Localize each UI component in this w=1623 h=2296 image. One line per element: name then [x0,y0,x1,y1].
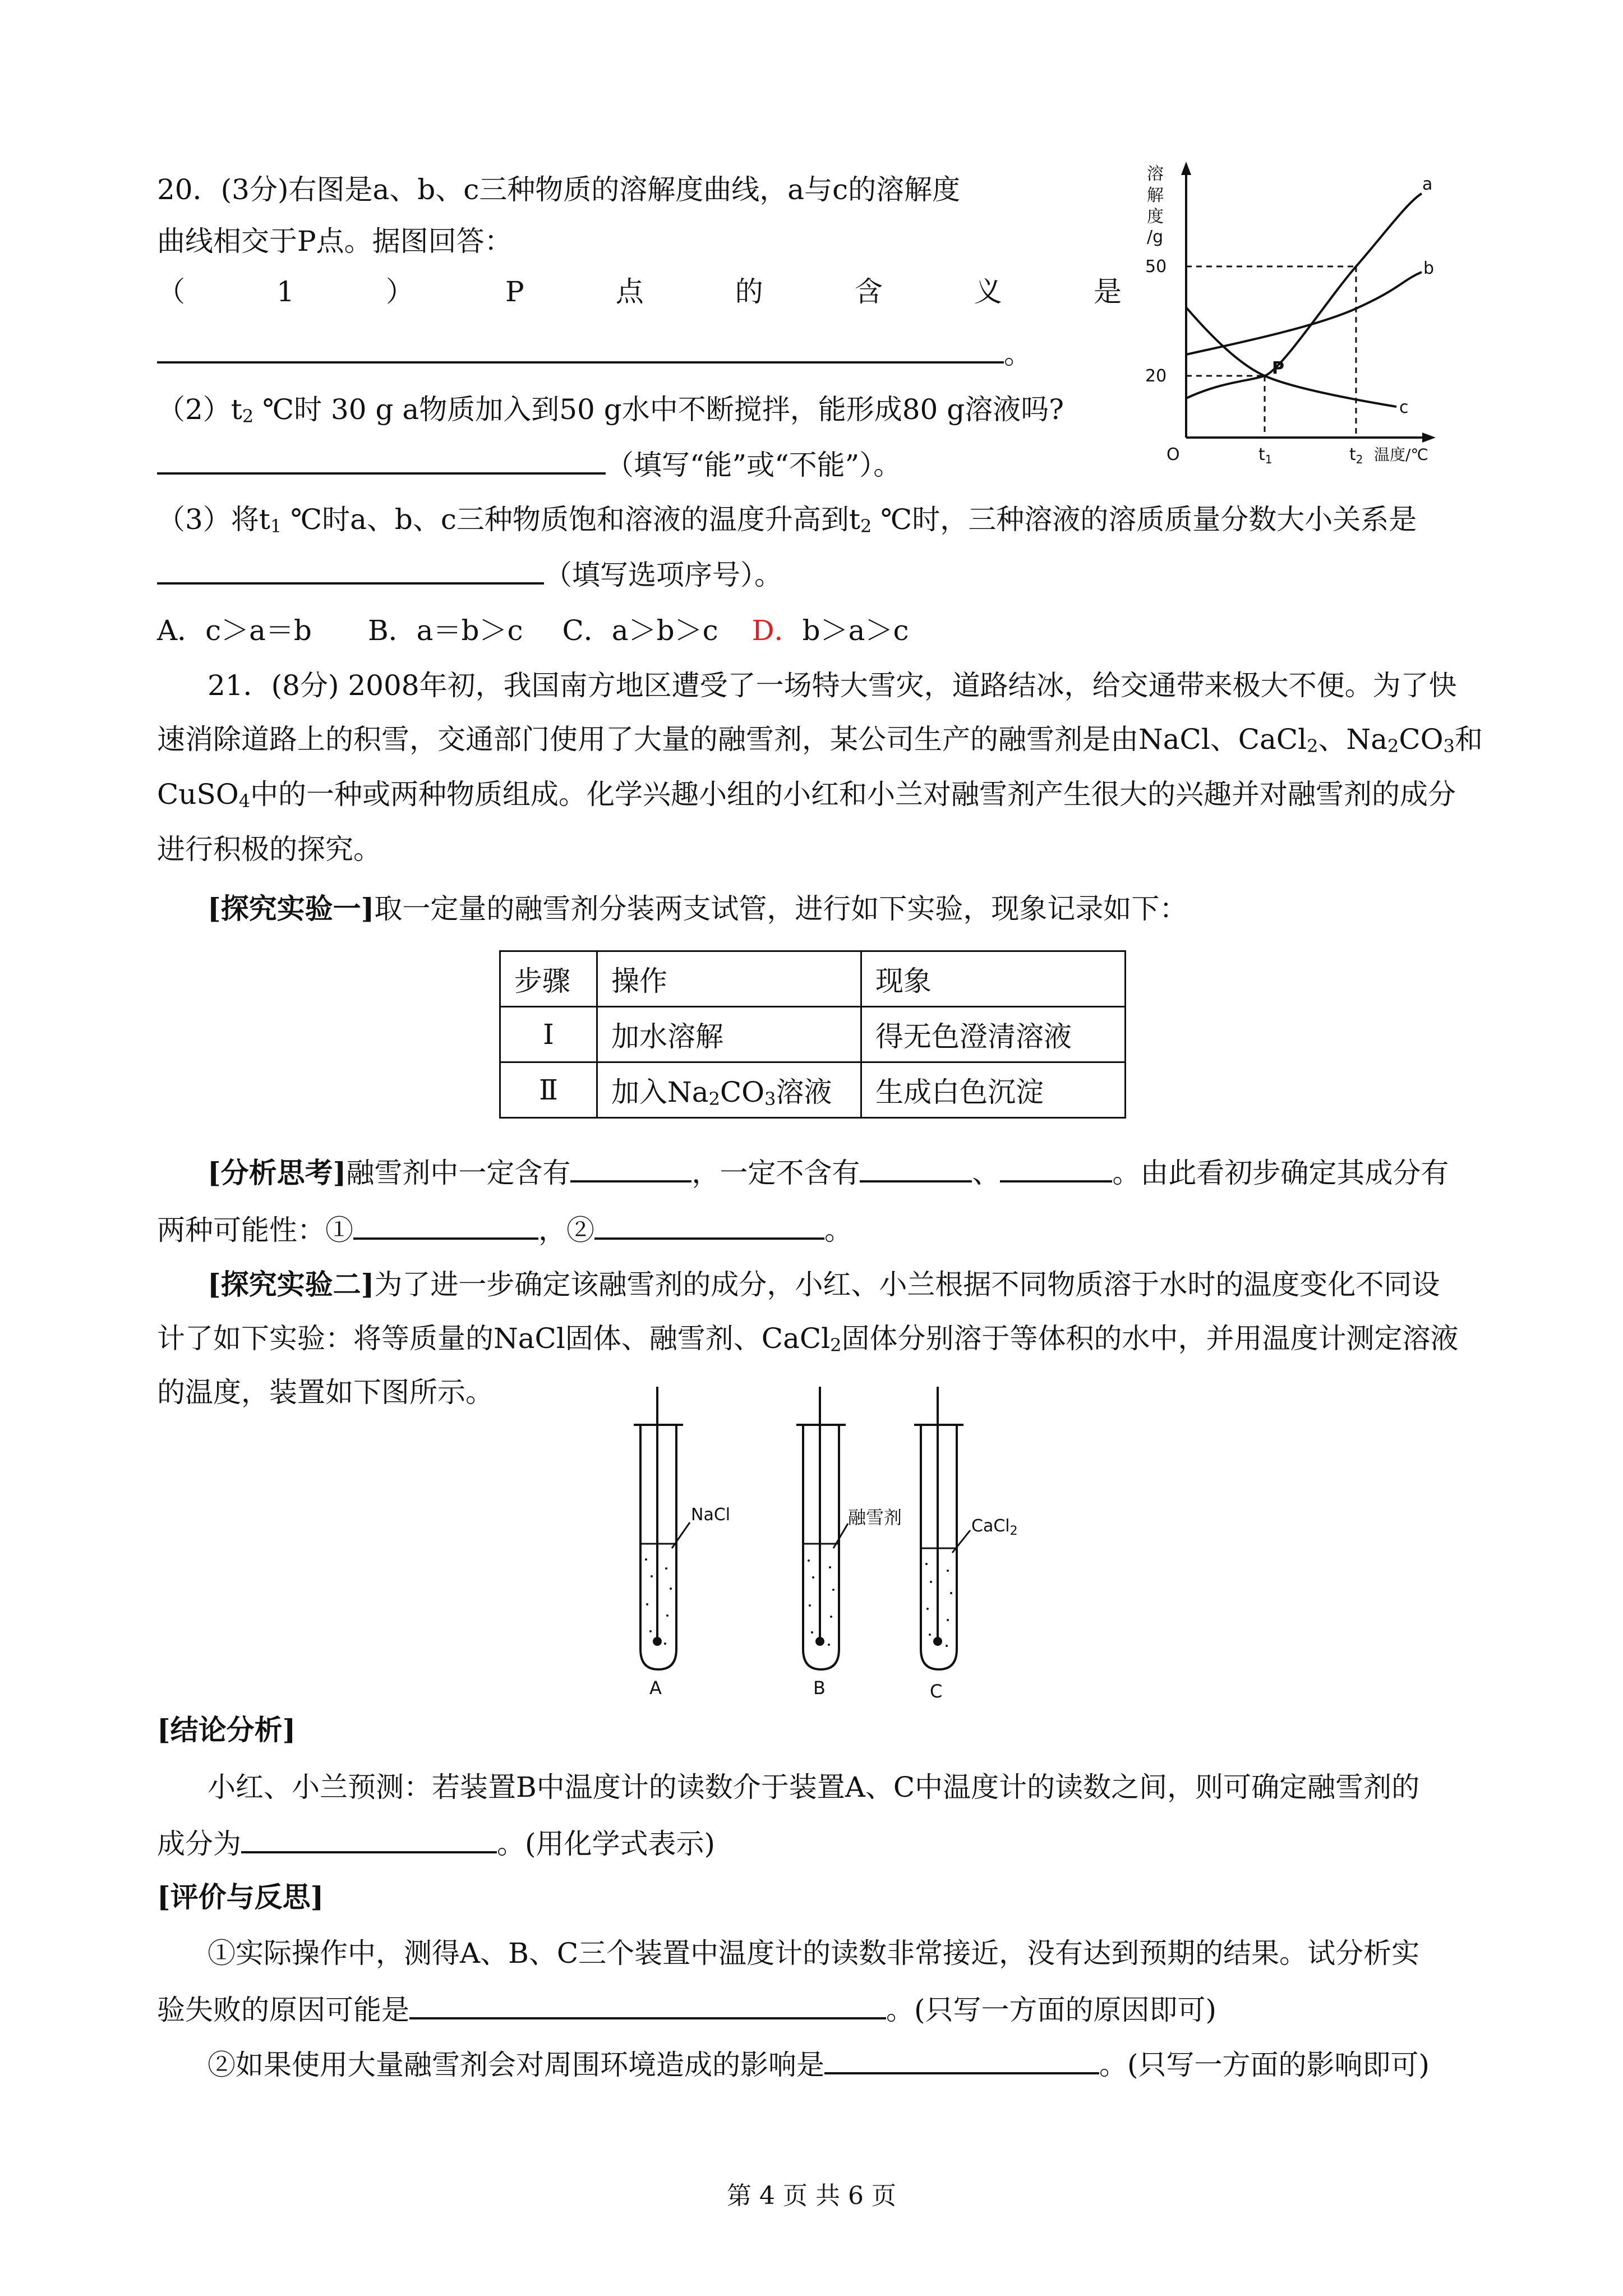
answer-blank[interactable] [157,556,544,585]
token: 1 [276,275,294,308]
section-label: [探究实验一] [208,892,375,925]
y-axis-arrow [1181,162,1191,175]
answer-blank[interactable] [241,1825,497,1853]
series-label-a: a [1422,174,1433,194]
token: ） [385,275,414,308]
token: （ [157,275,185,308]
table-header: 步骤 [500,951,597,1007]
table-cell: 加入$Na_2CO_3$溶液 [597,1062,861,1118]
option-a: A．c＞a＝b [157,614,312,647]
table-cell: Ⅰ [500,1007,597,1062]
q21-line3: CuSO$_4$中的一种或两种物质组成。化学兴趣小组的小红和小兰对融雪剂产生很大的兴趣并对融雪剂的成分 [157,778,1456,812]
table-header: 操作 [597,951,861,1007]
y-tick-50: 50 [1145,257,1167,277]
answer-blank[interactable] [353,1212,538,1240]
token: P [505,275,524,308]
table-cell: 生成白色沉淀 [861,1062,1126,1118]
answer-blank[interactable] [824,2046,1099,2074]
answer-blank[interactable] [1000,1154,1112,1182]
tube-letter-b: B [813,1677,826,1699]
q21-exp2-line2: 计了如下实验：将等质量的NaCl固体、融雪剂、CaCl$_2$固体分别溶于等体积的水中，并用温度计测定溶液 [157,1322,1459,1356]
q20-part2: $(2)t_2$ ℃时 30 g a物质加入到50 g水中不断搅拌，能形成80 g溶液吗? [157,393,1064,427]
eval-line1: ①实际操作中，测得A、B、C三个装置中温度计的读数非常接近，没有达到预期的结果。试分析实 [208,1937,1420,1970]
eval-line2: 验失败的原因可能是 。(只写一方面的原因即可) [157,1991,1216,2027]
table-cell: 加水溶解 [597,1007,861,1062]
table-row [500,1007,1126,1062]
table-cell: Ⅱ [500,1062,597,1118]
series-label-c: c [1399,398,1409,417]
q21-analysis-line2: 两种可能性：① ，② 。 [157,1212,852,1247]
curve-c [1186,307,1396,407]
series-label-b: b [1423,259,1435,278]
tube-a [634,1387,730,1699]
ylabel-char: 度 [1147,207,1164,227]
x-axis-arrow [1422,432,1436,443]
solubility-chart [1144,157,1458,482]
q21-exp2-line3: 的温度，装置如下图所示。 [157,1376,494,1409]
conclusion-label: [结论分析] [157,1713,296,1746]
q21-analysis: [分析思考]融雪剂中一定含有 ，一定不含有 、 。由此看初步确定其成分有 [208,1154,1449,1190]
q20-part2-answer: （填写“能”或“不能”）。 [157,447,901,482]
option-b: B．a＝b＞c [367,614,523,647]
ylabel-char: /g [1147,227,1164,247]
test-tubes-figure [611,1380,1071,1705]
answer-blank[interactable] [860,1154,972,1182]
answer-blank[interactable] [409,1991,886,2019]
x-axis-label: 温度/℃ [1374,445,1428,464]
ylabel-char: 溶 [1147,164,1164,184]
answer-blank[interactable] [570,1154,691,1182]
q21-exp2: [探究实验二]为了进一步确定该融雪剂的成分，小红、小兰根据不同物质溶于水时的温度变化不同设 [208,1268,1440,1301]
option-c: C．a＞b＞c [562,614,718,647]
tube-c [914,1387,1018,1702]
conclusion-line2: 成分为 。(用化学式表示) [157,1825,715,1861]
ylabel-char: 解 [1147,186,1164,205]
origin-label: O [1166,445,1180,464]
token: 是 [1093,275,1122,308]
q20-line1: 20．(3分)右图是a、b、c三种物质的溶解度曲线，a与c的溶解度 [157,173,961,206]
option-d-text: b＞a＞c [802,614,909,647]
q20-part1-answer-line [157,335,1032,371]
table-cell: 得无色澄清溶液 [861,1007,1126,1062]
tube-label-cacl2: CaCl$_2$ [971,1516,1018,1538]
experiment-table [499,950,1126,1119]
section-label: [探究实验二] [208,1268,375,1301]
table-row [500,1062,1126,1118]
table-header-row [500,951,1126,1007]
tube-label-nacl: NaCl [691,1505,731,1525]
punct: 。 [1004,338,1032,370]
q21-line2: 速消除道路上的积雪，交通部门使用了大量的融雪剂，某公司生产的融雪剂是由NaCl、CaCl$_2$、$Na_2CO_3$和 [157,723,1483,757]
answer-blank[interactable] [594,1212,824,1240]
tube-b [796,1387,902,1699]
eval-label: [评价与反思] [157,1880,324,1913]
token: 含 [854,275,883,308]
answer-blank[interactable] [157,447,606,475]
tube-letter-c: C [930,1681,943,1702]
intersection-label: P [1272,358,1284,378]
option-d-label: D． [751,614,803,647]
q21-line4: 进行积极的探究。 [157,833,381,866]
token: 义 [974,275,1002,308]
q21-line1: 21．(8分) 2008年初，我国南方地区遭受了一场特大雪灾，道路结冰，给交通带来极大不便。为了快 [208,669,1457,702]
eval-line3: ②如果使用大量融雪剂会对周围环境造成的影响是 。(只写一方面的影响即可) [208,2046,1430,2082]
tube-letter-a: A [649,1677,662,1699]
token: 点 [615,275,644,308]
curve-b [1186,272,1422,355]
x-tick-t2: $t_2$ [1349,445,1363,466]
curve-a [1186,194,1422,398]
token: 的 [735,275,763,308]
y-tick-20: 20 [1145,366,1167,386]
x-tick-t1: $t_1$ [1258,445,1272,466]
table-header: 现象 [861,951,1126,1007]
page-footer: 第 4 页 共 6 页 [727,2182,896,2210]
section-label: [分析思考] [208,1156,347,1189]
q20-part1-tokens [157,275,1122,309]
answer-blank[interactable] [157,335,1004,364]
tube-label-snow-melt: 融雪剂 [848,1507,902,1528]
q20-part3-answer: （填写选项序号）。 [157,556,782,592]
q20-line2: 曲线相交于P点。据图回答： [157,225,513,257]
q21-exp1: [探究实验一]取一定量的融雪剂分装两支试管，进行如下实验，现象记录如下： [208,892,1188,925]
conclusion-line1: 小红、小兰预测：若装置B中温度计的读数介于装置A、C中温度计的读数之间，则可确定融雪剂的 [208,1771,1420,1803]
q20-options [157,614,909,647]
q20-part3: （3）将$t_1$ ℃时a、b、c三种物质饱和溶液的温度升高到$t_2$ ℃时，三种溶液的溶质质量分数大小关系是 [157,503,1417,537]
